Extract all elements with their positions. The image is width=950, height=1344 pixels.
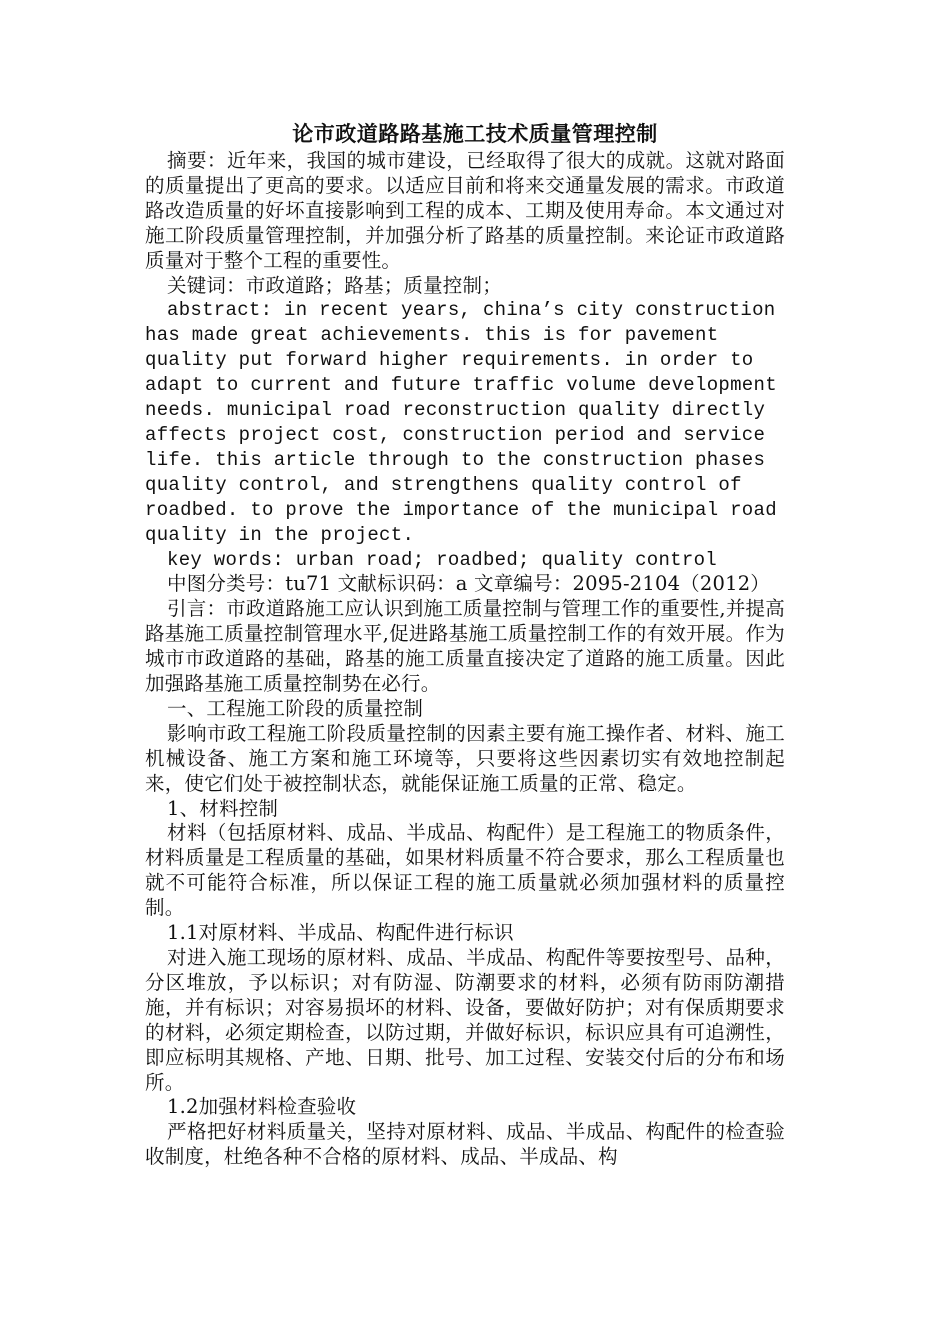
document-title: 论市政道路路基施工技术质量管理控制 [292, 121, 658, 146]
classification-line: 中图分类号：tu71 文献标识码：a 文章编号：2095-2104（2012） [167, 572, 770, 596]
subsubsection-heading: 1.1对原材料、半成品、构配件进行标识 [167, 921, 514, 945]
subsubsection-paragraph: 对进入施工现场的原材料、成品、半成品、构配件等要按型号、品种，分区堆放，予以标识；对有防湿、防潮要求的材料，必须有防雨防潮措施，并有标识；对容易损坏的材料、设备，要做好防护；对有保质期要求的材料，必须定期检查，以防过期，并做好标识，标识应具有可追溯性，即应标明其规格、产地、日期、批号、加工过程、安装交付后的分布和场所。 [145, 946, 785, 1094]
subsubsection-paragraph: 严格把好材料质量关，坚持对原材料、成品、半成品、构配件的检查验收制度，杜绝各种不合格的原材料、成品、半成品、构 [145, 1120, 785, 1169]
abstract-english: abstract: in recent years, china’s city construction has made great achievements. this is for pavement quality put forward higher requirements. in order to adapt to current and future traffic volume development needs. municipal road reconstruction quality directly affects project cost, construction period and service life. this article through to the construction phases quality control, and strengthens quality control of roadbed. to prove the importance of the municipal road quality in the project. [145, 299, 777, 546]
abstract-chinese: 摘要：近年来，我国的城市建设，已经取得了很大的成就。这就对路面的质量提出了更高的要求。以适应目前和将来交通量发展的需求。市政道路改造质量的好坏直接影响到工程的成本、工期及使用寿命。本文通过对施工阶段质量管理控制，并加强分析了路基的质量控制。来论证市政道路质量对于整个工程的重要性。 [145, 149, 785, 272]
keywords-chinese: 关键词：市政道路；路基；质量控制； [167, 273, 502, 297]
document-body [145, 149, 785, 1170]
subsection-paragraph: 材料（包括原材料、成品、半成品、构配件）是工程施工的物质条件，材料质量是工程质量的基础，如果材料质量不符合要求，那么工程质量也就不可能符合标准，所以保证工程的施工质量就必须加强材料的质量控制。 [145, 821, 785, 920]
introduction-paragraph: 引言：市政道路施工应认识到施工质量控制与管理工作的重要性,并提高路基施工质量控制管理水平,促进路基施工质量控制工作的有效开展。作为城市市政道路的基础，路基的施工质量直接决定了道路的施工质量。因此加强路基施工质量控制势在必行。 [145, 597, 785, 696]
subsection-heading: 1、材料控制 [167, 796, 279, 820]
subsubsection-heading: 1.2加强材料检查验收 [167, 1095, 357, 1119]
section-paragraph: 影响市政工程施工阶段质量控制的因素主要有施工操作者、材料、施工机械设备、施工方案和施工环境等，只要将这些因素切实有效地控制起来，使它们处于被控制状态，就能保证施工质量的正常、稳定。 [145, 721, 785, 795]
section-heading: 一、工程施工阶段的质量控制 [167, 696, 424, 720]
keywords-english: key words: urban road; roadbed; quality control [167, 548, 717, 571]
